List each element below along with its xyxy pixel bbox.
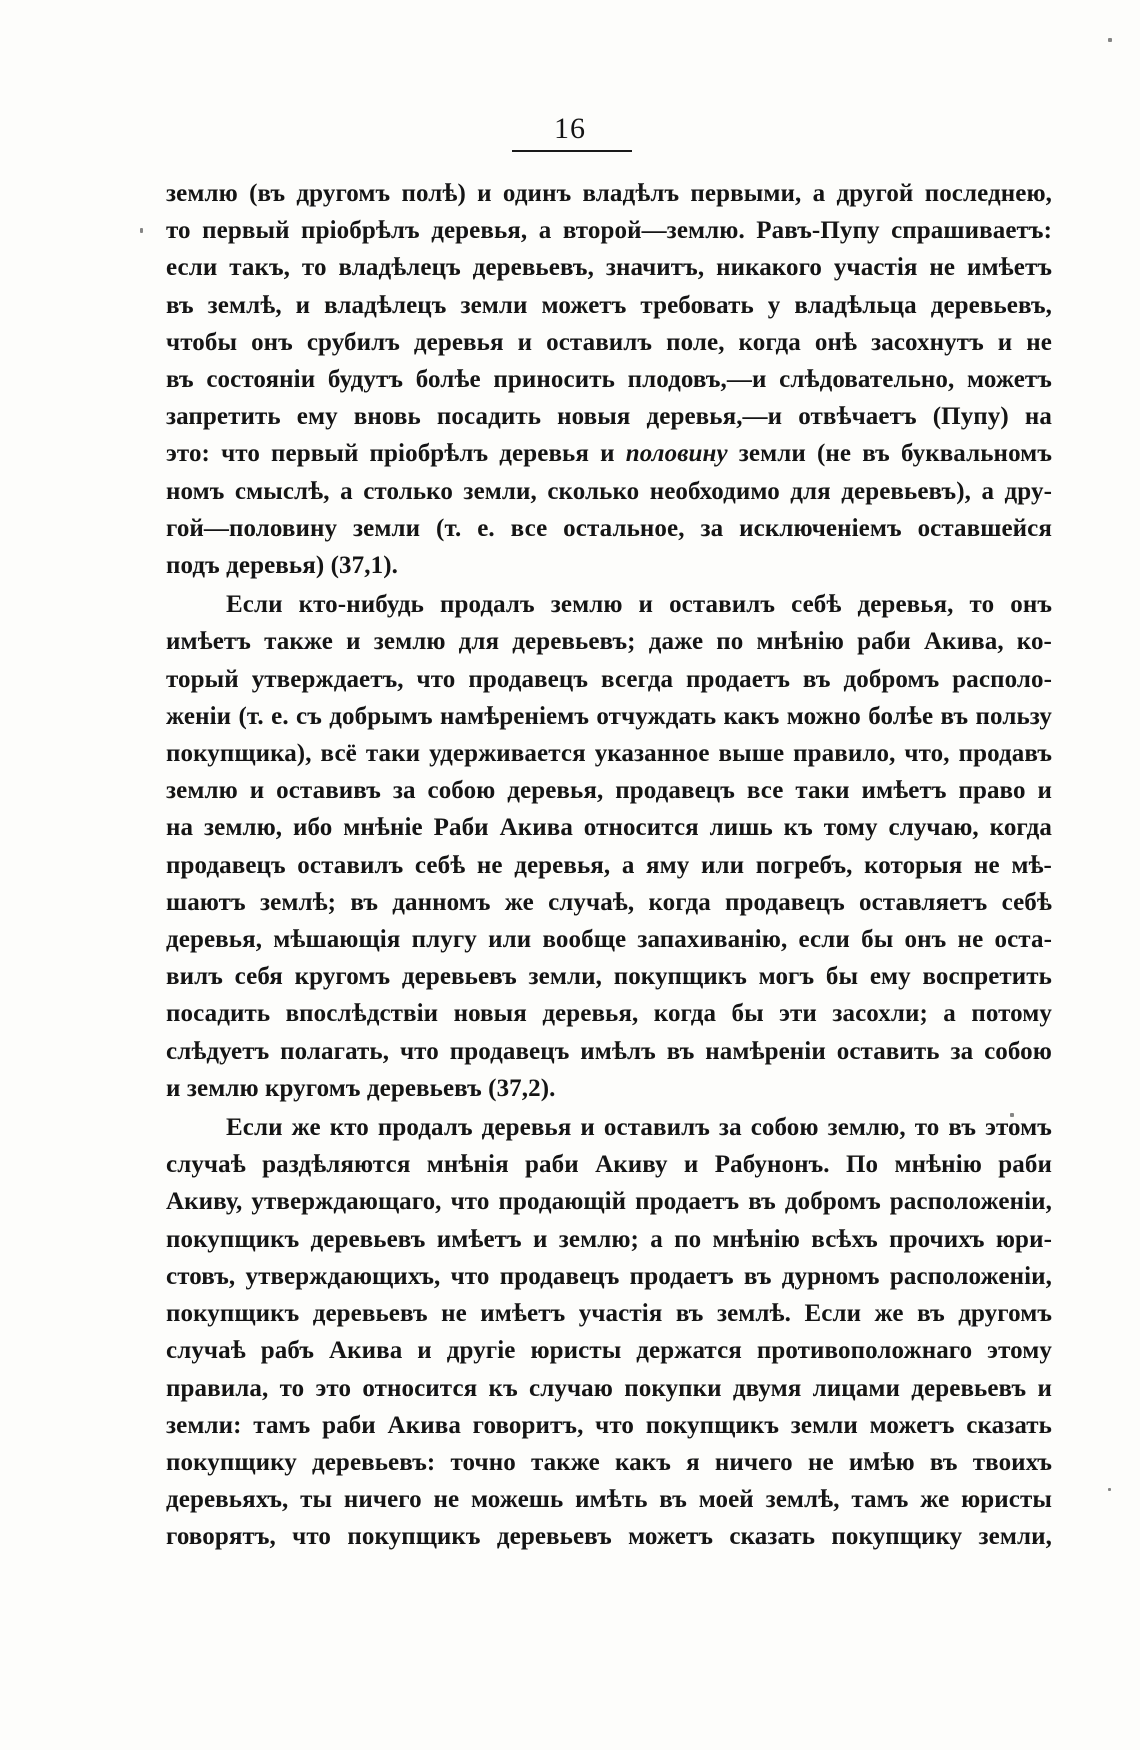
text-line: случаѣ рабъ Акива и другіе юристы держатся противоположнаго этому xyxy=(166,1337,1052,1365)
text-line: деревьяхъ, ты ничего не можешь имѣть въ моей землѣ, тамъ же юристы xyxy=(166,1486,1052,1514)
text-line: правила, то это относится къ случаю покупки двумя лицами деревьевъ и xyxy=(166,1374,1052,1402)
text-line: и землю кругомъ деревьевъ (37,2). xyxy=(166,1074,556,1102)
scan-speck xyxy=(1108,38,1112,42)
text-line: то первый пріобрѣлъ деревья, а второй—землю. Равъ-Пупу спрашиваетъ: xyxy=(166,217,1052,245)
text-line: шаютъ землѣ; въ данномъ же случаѣ, когда продавецъ оставляетъ себѣ xyxy=(166,888,1052,916)
text-line: продавецъ оставилъ себѣ не деревья, а яму или погребъ, которыя не мѣ- xyxy=(166,851,1052,879)
text-line: подъ деревья) (37,1). xyxy=(166,552,398,580)
text-line: случаѣ раздѣляются мнѣнія раби Акиву и Рабунонъ. По мнѣнію раби xyxy=(166,1151,1052,1179)
text-line: номъ смыслѣ, а столько земли, сколько необходимо для деревьевъ), а дру- xyxy=(166,477,1052,505)
text-line: Акиву, утверждающаго, что продающій продаетъ въ добромъ расположеніи, xyxy=(166,1188,1052,1216)
text-line: имѣетъ также и землю для деревьевъ; даже по мнѣнію раби Акива, ко- xyxy=(166,628,1052,656)
text-line: покупщику деревьевъ: точно также какъ я ничего не имѣю въ твоихъ xyxy=(166,1448,1052,1476)
text-line: чтобы онъ срубилъ деревья и оставилъ поле, когда онѣ засохнутъ и не xyxy=(166,328,1052,356)
text-line: женіи (т. е. съ добрымъ намѣреніемъ отчуждать какъ можно болѣе въ пользу xyxy=(166,702,1052,730)
text-line: деревья, мѣшающія плугу или вообще запахиванію, если бы онъ не оста- xyxy=(166,926,1052,954)
text-line: въ состояніи будутъ болѣе приносить плодовъ,—и слѣдовательно, можетъ xyxy=(166,366,1052,394)
scan-speck xyxy=(140,228,143,233)
italic-emphasis: половину xyxy=(625,440,728,468)
text-line: посадить впослѣдствіи новыя деревья, когда бы эти засохли; а потому xyxy=(166,1000,1052,1028)
text-line: запретить ему вновь посадить новыя деревья,—и отвѣчаетъ (Пупу) на xyxy=(166,403,1052,431)
text-line: торый утверждаетъ, что продавецъ всегда продаетъ въ добромъ располо- xyxy=(166,665,1052,693)
body-text xyxy=(166,175,1052,1556)
paragraph-3 xyxy=(166,1109,1052,1555)
text-line: это: что первый пріобрѣлъ деревья и половину земли (не въ буквальномъ xyxy=(166,440,1052,468)
text-line: Если кто-нибудь продалъ землю и оставилъ себѣ деревья, то онъ xyxy=(226,591,1052,619)
text-line: въ землѣ, и владѣлецъ земли можетъ требовать у владѣльца деревьевъ, xyxy=(166,291,1052,319)
paragraph-2 xyxy=(166,586,1052,1107)
scan-speck xyxy=(1108,1488,1111,1491)
text-line: говорятъ, что покупщикъ деревьевъ можетъ сказать покупщику земли, xyxy=(166,1523,1052,1551)
page-number-rule xyxy=(512,150,632,152)
text-line: если такъ, то владѣлецъ деревьевъ, значитъ, никакого участія не имѣетъ xyxy=(166,254,1052,282)
text-line: Если же кто продалъ деревья и оставилъ за собою землю, то въ этомъ xyxy=(226,1114,1052,1142)
page-number: 16 xyxy=(554,112,586,145)
text-line: покупщика), всё таки удерживается указанное выше правило, что, продавъ xyxy=(166,740,1052,768)
text-line: землю (въ другомъ полѣ) и одинъ владѣлъ первыми, а другой последнею, xyxy=(166,180,1052,207)
paragraph-1 xyxy=(166,175,1052,584)
text-line: стовъ, утверждающихъ, что продавецъ продаетъ въ дурномъ расположеніи, xyxy=(166,1262,1052,1290)
text-line: покупщикъ деревьевъ не имѣетъ участія въ землѣ. Если же въ другомъ xyxy=(166,1300,1052,1328)
text-line: землю и оставивъ за собою деревья, продавецъ все таки имѣетъ право и xyxy=(166,777,1052,805)
text-line: на землю, ибо мнѣніе Раби Акива относится лишь къ тому случаю, когда xyxy=(166,814,1052,842)
text-line: слѣдуетъ полагать, что продавецъ имѣлъ въ намѣреніи оставить за собою xyxy=(166,1037,1052,1065)
text-line: покупщикъ деревьевъ имѣетъ и землю; а по мнѣнію всѣхъ прочихъ юри- xyxy=(166,1225,1052,1253)
text-line: гой—половину земли (т. е. все остальное, за исключеніемъ оставшейся xyxy=(166,514,1052,542)
text-line: земли: тамъ раби Акива говоритъ, что покупщикъ земли можетъ сказать xyxy=(166,1411,1052,1439)
text-line: вилъ себя кругомъ деревьевъ земли, покупщикъ могъ бы ему воспретить xyxy=(166,963,1052,991)
